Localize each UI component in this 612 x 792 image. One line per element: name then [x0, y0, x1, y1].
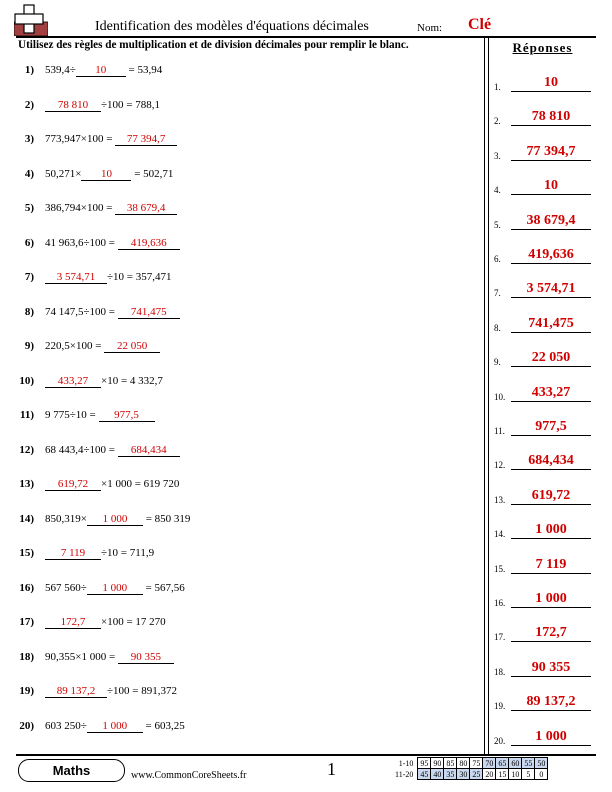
equation-left-part: 773,947×100 = [45, 133, 116, 145]
problem-number: 3) [24, 133, 34, 145]
score-cell: 70 [483, 758, 496, 769]
equation-right-part: ÷100 = 891,372 [107, 685, 177, 697]
answer-number: 2. [494, 116, 501, 127]
problem-equation [45, 237, 180, 250]
score-row [393, 769, 548, 780]
answer-blank[interactable]: 433,27 [45, 375, 101, 388]
answer-number: 3. [494, 150, 501, 161]
answer-blank[interactable]: 10 [81, 168, 131, 181]
answer-value: 3 574,71 [511, 281, 591, 298]
problem-equation [45, 271, 172, 284]
equation-left-part: 567 560÷ [45, 581, 87, 594]
score-cell: 10 [509, 769, 522, 780]
answer-row [494, 588, 594, 608]
equation-right-part: ÷10 = 711,9 [101, 547, 155, 559]
equation-right-part: ÷10 = 357,471 [107, 271, 172, 283]
problem-equation [45, 513, 190, 526]
answer-blank[interactable]: 1 000 [87, 582, 143, 595]
problem-equation [45, 547, 154, 560]
answer-row [494, 485, 594, 505]
equation-right-part: = 567,56 [142, 581, 185, 594]
equation-right-part: = 53,94 [125, 64, 163, 76]
problem-number: 6) [24, 236, 34, 249]
problem-row [0, 202, 480, 218]
answer-number: 14. [494, 529, 506, 540]
answer-number: 11. [494, 426, 505, 436]
equation-left-part: 50,271× [45, 167, 82, 180]
equation-left-part: 74 147,5÷100 = [45, 305, 118, 318]
problem-row [0, 478, 480, 494]
problem-number: 19) [19, 685, 34, 697]
answer-number: 16. [494, 598, 506, 608]
score-cell: 40 [431, 769, 444, 780]
answer-value: 684,434 [511, 453, 591, 470]
problem-row [0, 64, 480, 80]
problem-equation [45, 202, 177, 215]
problem-number: 5) [24, 202, 34, 214]
problem-number: 15) [19, 547, 34, 559]
answer-value: 78 810 [511, 109, 591, 126]
problem-row [0, 237, 480, 253]
answer-value: 90 355 [511, 660, 591, 677]
problem-number: 10) [19, 374, 34, 387]
problem-number: 16) [19, 581, 34, 594]
score-cell: 65 [496, 758, 509, 769]
problem-number: 20) [19, 719, 34, 732]
answer-value: 419,636 [511, 247, 591, 264]
answer-row [494, 313, 594, 333]
answer-blank[interactable]: 77 394,7 [115, 133, 177, 146]
problem-number: 14) [19, 512, 34, 525]
problem-number: 4) [24, 167, 34, 180]
answer-number: 15. [494, 563, 506, 574]
answer-blank[interactable]: 90 355 [118, 651, 174, 664]
answer-blank[interactable]: 89 137,2 [45, 685, 107, 698]
answer-value: 10 [511, 75, 591, 92]
answer-row [494, 554, 594, 574]
score-cell: 25 [470, 769, 483, 780]
answer-blank[interactable]: 78 810 [45, 99, 101, 112]
problem-equation [45, 340, 160, 353]
problem-equation [45, 685, 177, 698]
footer-rule [16, 754, 596, 756]
answer-row [494, 210, 594, 230]
answer-blank[interactable]: 3 574,71 [45, 271, 107, 284]
equation-left-part: 220,5×100 = [45, 340, 105, 352]
answer-blank[interactable]: 741,475 [118, 306, 180, 319]
problem-row [0, 582, 480, 598]
answer-blank[interactable]: 419,636 [118, 237, 180, 250]
answer-row [494, 141, 594, 161]
problem-number: 12) [19, 443, 34, 456]
score-cell: 30 [457, 769, 470, 780]
answer-row [494, 106, 594, 126]
answer-column-divider [488, 36, 489, 754]
answer-number: 5. [494, 219, 501, 230]
equation-right-part: = 502,71 [131, 167, 174, 180]
problem-number: 8) [24, 305, 34, 318]
score-table [393, 757, 548, 780]
answer-row [494, 691, 594, 711]
equation-right-part: ÷100 = 788,1 [101, 98, 160, 111]
score-cell: 60 [509, 758, 522, 769]
problem-row [0, 99, 480, 115]
answer-number: 8. [494, 322, 501, 333]
score-cell: 0 [535, 769, 548, 780]
problem-row [0, 340, 480, 356]
score-cell: 95 [418, 758, 431, 769]
problem-equation [45, 720, 185, 733]
answer-row [494, 450, 594, 470]
equation-left-part: 603 250÷ [45, 719, 87, 732]
answer-row [494, 416, 594, 436]
answer-row [494, 519, 594, 539]
problem-row [0, 547, 480, 563]
problem-number: 11) [19, 409, 34, 421]
score-cell: 15 [496, 769, 509, 780]
answer-number: 6. [494, 254, 501, 264]
answer-value: 89 137,2 [511, 694, 591, 711]
problem-row [0, 409, 480, 425]
score-cell: 20 [483, 769, 496, 780]
answer-blank[interactable]: 977,5 [99, 409, 155, 422]
answer-number: 18. [494, 666, 506, 677]
answer-value: 1 000 [511, 729, 591, 746]
answer-row [494, 72, 594, 92]
problem-number: 18) [19, 650, 34, 663]
equation-left-part: 90,355×1 000 = [45, 650, 118, 663]
problem-number: 17) [19, 616, 34, 628]
equation-right-part: = 850 319 [142, 512, 191, 525]
problem-row [0, 375, 480, 391]
answer-blank[interactable]: 7 119 [45, 547, 101, 560]
equation-right-part: = 603,25 [142, 719, 185, 732]
problem-equation [45, 478, 179, 491]
answer-value: 10 [511, 178, 591, 195]
problem-number: 1) [24, 64, 34, 76]
score-row [393, 758, 548, 769]
equation-right-part: ×100 = 17 270 [101, 616, 166, 628]
answer-blank[interactable]: 1 000 [87, 720, 143, 733]
answer-blank[interactable]: 619,72 [45, 478, 101, 491]
answer-blank[interactable]: 10 [76, 64, 126, 77]
problem-number: 2) [24, 98, 34, 111]
answer-number: 10. [494, 391, 506, 402]
answer-number: 7. [494, 288, 501, 299]
problem-number: 9) [24, 340, 34, 352]
answer-value: 7 119 [511, 557, 591, 574]
answer-value: 1 000 [511, 522, 591, 539]
equation-left-part: 386,794×100 = [45, 202, 116, 214]
answer-value: 741,475 [511, 316, 591, 333]
score-cell: 5 [522, 769, 535, 780]
score-cell: 90 [431, 758, 444, 769]
problem-row [0, 444, 480, 460]
equation-right-part: ×1 000 = 619 720 [101, 478, 180, 490]
problem-equation [45, 651, 174, 664]
answer-value: 1 000 [511, 591, 591, 608]
answer-number: 20. [494, 735, 506, 746]
problem-row [0, 306, 480, 322]
header-rule [16, 36, 596, 38]
score-cell: 50 [535, 758, 548, 769]
problem-equation [45, 582, 185, 595]
name-label: Nom: [417, 22, 443, 34]
problem-number: 13) [19, 478, 34, 490]
equation-left-part: 68 443,4÷100 = [45, 443, 118, 456]
answer-row [494, 175, 594, 195]
answer-row [494, 278, 594, 298]
page-number: 1 [327, 759, 336, 779]
score-cell: 55 [522, 758, 535, 769]
problem-row [0, 685, 480, 701]
problem-row [0, 616, 480, 632]
plus-logo-icon [14, 4, 48, 36]
equation-left-part: 41 963,6÷100 = [45, 236, 118, 249]
equation-right-part: ×10 = 4 332,7 [101, 374, 163, 387]
equation-left-part: 850,319× [45, 512, 87, 525]
answer-column-divider [484, 36, 485, 754]
answer-number: 17. [494, 632, 506, 643]
answer-row [494, 657, 594, 677]
answer-row [494, 347, 594, 367]
problem-row [0, 720, 480, 736]
subject-badge: Maths [18, 759, 125, 782]
score-cell: 80 [457, 758, 470, 769]
score-cell: 75 [470, 758, 483, 769]
problem-equation [45, 616, 166, 629]
equation-left-part: 539,4÷ [45, 64, 76, 76]
worksheet-title: Identification des modèles d'équations décimales [95, 19, 369, 34]
score-row-label: 11-20 [395, 769, 414, 779]
equation-left-part: 9 775÷10 = [45, 409, 99, 421]
problem-equation [45, 133, 177, 146]
problem-row [0, 168, 480, 184]
problem-row [0, 513, 480, 529]
problem-row [0, 651, 480, 667]
instructions: Utilisez des règles de multiplication et de division décimales pour remplir le blanc. [18, 39, 409, 51]
problem-equation [45, 375, 163, 388]
answer-blank[interactable]: 38 679,4 [115, 202, 177, 215]
answer-row [494, 622, 594, 642]
answer-row [494, 382, 594, 402]
problem-number: 7) [24, 271, 34, 283]
answer-number: 4. [494, 185, 501, 196]
answer-value: 619,72 [511, 488, 591, 505]
answer-value: 977,5 [511, 419, 591, 436]
problem-equation [45, 306, 180, 319]
answer-number: 9. [494, 357, 501, 368]
score-cell: 85 [444, 758, 457, 769]
answer-blank[interactable]: 1 000 [87, 513, 143, 526]
answer-number: 12. [494, 460, 506, 471]
score-row-label: 1-10 [398, 758, 414, 768]
answer-number: 13. [494, 494, 506, 505]
answer-blank[interactable]: 172,7 [45, 616, 101, 629]
answer-number: 1. [494, 82, 501, 92]
name-value: Clé [468, 16, 492, 33]
answer-number: 19. [494, 701, 506, 712]
score-cell: 35 [444, 769, 457, 780]
problem-equation [45, 99, 160, 112]
answers-heading: Réponses [512, 40, 573, 55]
problem-equation [45, 168, 173, 181]
answer-row [494, 726, 594, 746]
problem-equation [45, 444, 180, 457]
score-cell: 45 [418, 769, 431, 780]
answer-value: 77 394,7 [511, 144, 591, 161]
answer-value: 172,7 [511, 625, 591, 642]
answer-value: 22 050 [511, 350, 591, 367]
answer-value: 433,27 [511, 385, 591, 402]
website-link[interactable]: www.CommonCoreSheets.fr [131, 770, 247, 781]
answer-blank[interactable]: 684,434 [118, 444, 180, 457]
answer-blank[interactable]: 22 050 [104, 340, 160, 353]
problem-row [0, 271, 480, 287]
answer-row [494, 244, 594, 264]
answer-value: 38 679,4 [511, 213, 591, 230]
problem-row [0, 133, 480, 149]
problem-equation [45, 409, 155, 422]
problem-equation [45, 64, 162, 77]
